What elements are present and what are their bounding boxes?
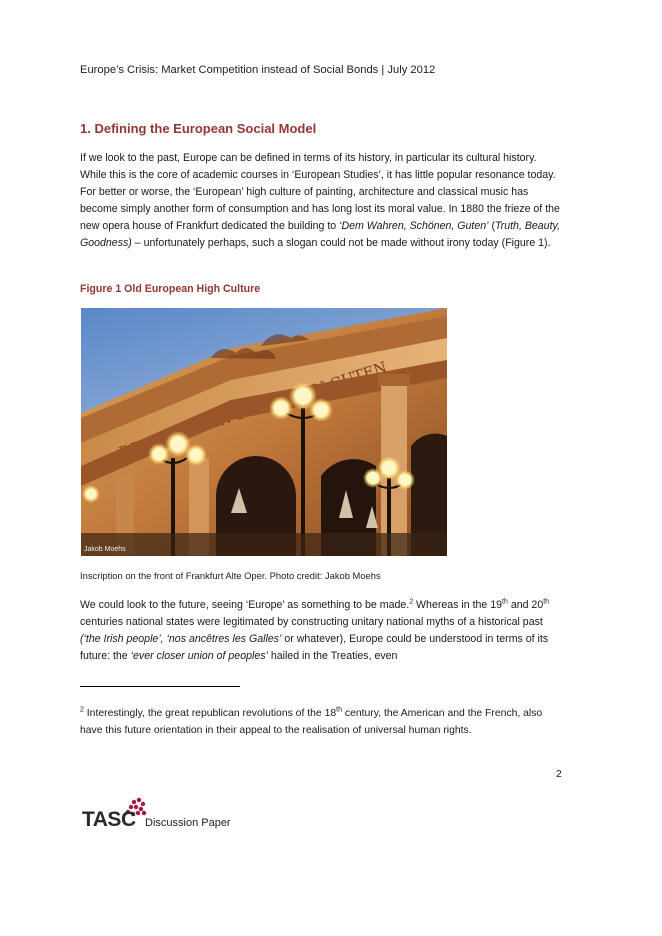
footnote-number: 2 (80, 706, 84, 714)
p2-text-f: or whatever), Europe could be understood in terms of its future: the (80, 633, 549, 663)
paragraph-history (80, 150, 565, 253)
fn-sup-th: th (336, 706, 342, 714)
footer-label: Discussion Paper (145, 817, 231, 829)
fn-text-b: century, the American and the French, also have this future orientation in their appeal to the realisation of universal human rights. (80, 708, 543, 736)
p2-text-c: and 20 (507, 599, 544, 611)
p1-translation: Truth, Beauty, Goodness) (80, 220, 560, 250)
page-number: 2 (556, 769, 562, 780)
fn-text-a: Interestingly, the great republican revolutions of the 18 (83, 708, 337, 719)
p2-text-d: centuries national states were legitimated by constructing unitary national myths of a historical past (80, 616, 543, 629)
figure-caption: Figure 1 Old European High Culture (80, 283, 261, 295)
p2-treaty-quote: ‘ever closer union of peoples’ (130, 650, 268, 663)
p2-text-a: We could look to the future, seeing ‘Europe’ as something to be made. (80, 599, 410, 611)
p1-quote-german: ‘Dem Wahren, Schönen, Guten’ (339, 220, 489, 233)
tasc-logo: TASC (82, 808, 136, 831)
photo-watermark: Jakob Moehs (84, 546, 126, 553)
p2-sup-th1: th (502, 598, 508, 606)
p1-text-c: ( (488, 220, 495, 233)
p2-text-h: hailed in the Treaties, even (267, 650, 398, 663)
section-heading: 1. Defining the European Social Model (80, 121, 317, 136)
p2-national-myths: (‘the Irish people’, ‘nos ancêtres les Galles’ (80, 633, 282, 646)
p1-text-e: – unfortunately perhaps, such a slogan could not be made without irony today (Figure 1). (131, 237, 551, 250)
opera-house-illustration (81, 308, 447, 556)
footnote-divider (80, 686, 240, 687)
running-header: Europe’s Crisis: Market Competition instead of Social Bonds | July 2012 (80, 64, 436, 76)
paragraph-future (80, 597, 565, 665)
p1-text-a: If we look to the past, Europe can be defined in terms of its history, in particular its cultural history. While this is the core of academic courses in ‘European Studies’, it has little popular resonance today. For better or worse, the ‘European’ high culture of painting, architecture and classical music has become simply another form of consumption and has long lost its moral value. In 1880 the frieze of the new opera house of Frankfurt dedicated the building to (80, 152, 560, 233)
p2-sup-th2: th (543, 598, 550, 606)
p2-text-b: Whereas in the 19 (413, 599, 503, 611)
opera-house-photo (81, 308, 447, 556)
footnote-2 (80, 705, 555, 739)
photo-credit: Inscription on the front of Frankfurt Alte Oper. Photo credit: Jakob Moehs (80, 570, 381, 581)
footnote-ref[interactable]: 2 (409, 598, 414, 606)
